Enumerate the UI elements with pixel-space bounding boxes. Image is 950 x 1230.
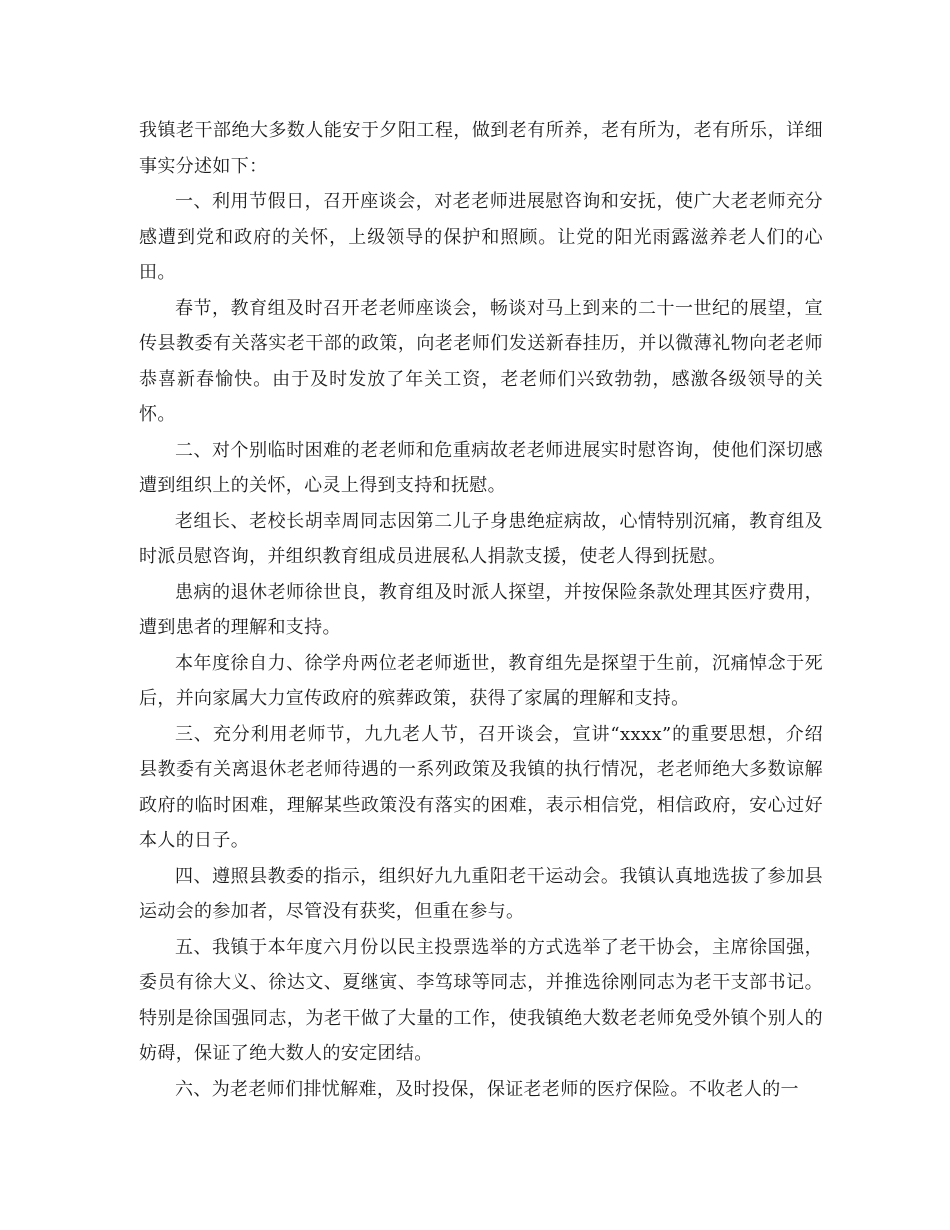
paragraph-hu-xingzhou: 老组长、老校长胡幸周同志因第二儿子身患绝症病故，心情特别沉痛，教育组及时派员慰咨询，并组织教育组成员进展私人捐款支援，使老人得到抚慰。 bbox=[139, 510, 823, 567]
paragraph-item-1: 一、利用节假日，召开座谈会，对老老师进展慰咨询和安抚，使广大老老师充分感遭到党和政府的关怀，上级领导的保护和照顾。让党的阳光雨露滋养老人们的心田。 bbox=[139, 191, 823, 283]
document-body bbox=[139, 113, 823, 1107]
paragraph-passing-teachers: 本年度徐自力、徐学舟两位老老师逝世，教育组先是探望于生前，沉痛悼念于死后，并向家属大力宣传政府的殡葬政策，获得了家属的理解和支持。 bbox=[139, 652, 823, 709]
paragraph-item-4: 四、遵照县教委的指示，组织好九九重阳老干运动会。我镇认真地选拔了参加县运动会的参加者，尽管没有获奖，但重在参与。 bbox=[139, 865, 823, 922]
paragraph-item-2: 二、对个别临时困难的老老师和危重病故老老师进展实时慰咨询，使他们深切感遭到组织上的关怀，心灵上得到支持和抚慰。 bbox=[139, 439, 823, 496]
paragraph-item-6: 六、为老老师们排忧解难，及时投保，保证老老师的医疗保险。不收老人的一 bbox=[175, 1078, 799, 1100]
paragraph-item-5: 五、我镇于本年度六月份以民主投票选举的方式选举了老干协会，主席徐国强，委员有徐大义、徐达文、夏继寅、李笃球等同志，并推选徐刚同志为老干支部书记。特别是徐国强同志，为老干做了大量的工作，使我镇绝大数老老师免受外镇个别人的妨碍，保证了绝大数人的安定团结。 bbox=[139, 936, 823, 1064]
paragraph-intro: 我镇老干部绝大多数人能安于夕阳工程，做到老有所养，老有所为，老有所乐，详细事实分述如下： bbox=[139, 120, 823, 177]
paragraph-xu-shiliang: 患病的退休老师徐世良，教育组及时派人探望，并按保险条款处理其医疗费用，遭到患者的理解和支持。 bbox=[139, 581, 823, 638]
paragraph-spring-festival: 春节，教育组及时召开老老师座谈会，畅谈对马上到来的二十一世纪的展望，宣传县教委有关落实老干部的政策，向老老师们发送新春挂历，并以微薄礼物向老老师恭喜新春愉快。由于及时发放了年关工资，老老师们兴致勃勃，感激各级领导的关怀。 bbox=[139, 297, 823, 425]
paragraph-item-3: 三、充分利用老师节，九九老人节，召开谈会，宣讲“xxxx”的重要思想，介绍县教委有关离退休老老师待遇的一系列政策及我镇的执行情况，老老师绝大多数谅解政府的临时困难，理解某些政策没有落实的困难，表示相信党，相信政府，安心过好本人的日子。 bbox=[139, 723, 823, 851]
